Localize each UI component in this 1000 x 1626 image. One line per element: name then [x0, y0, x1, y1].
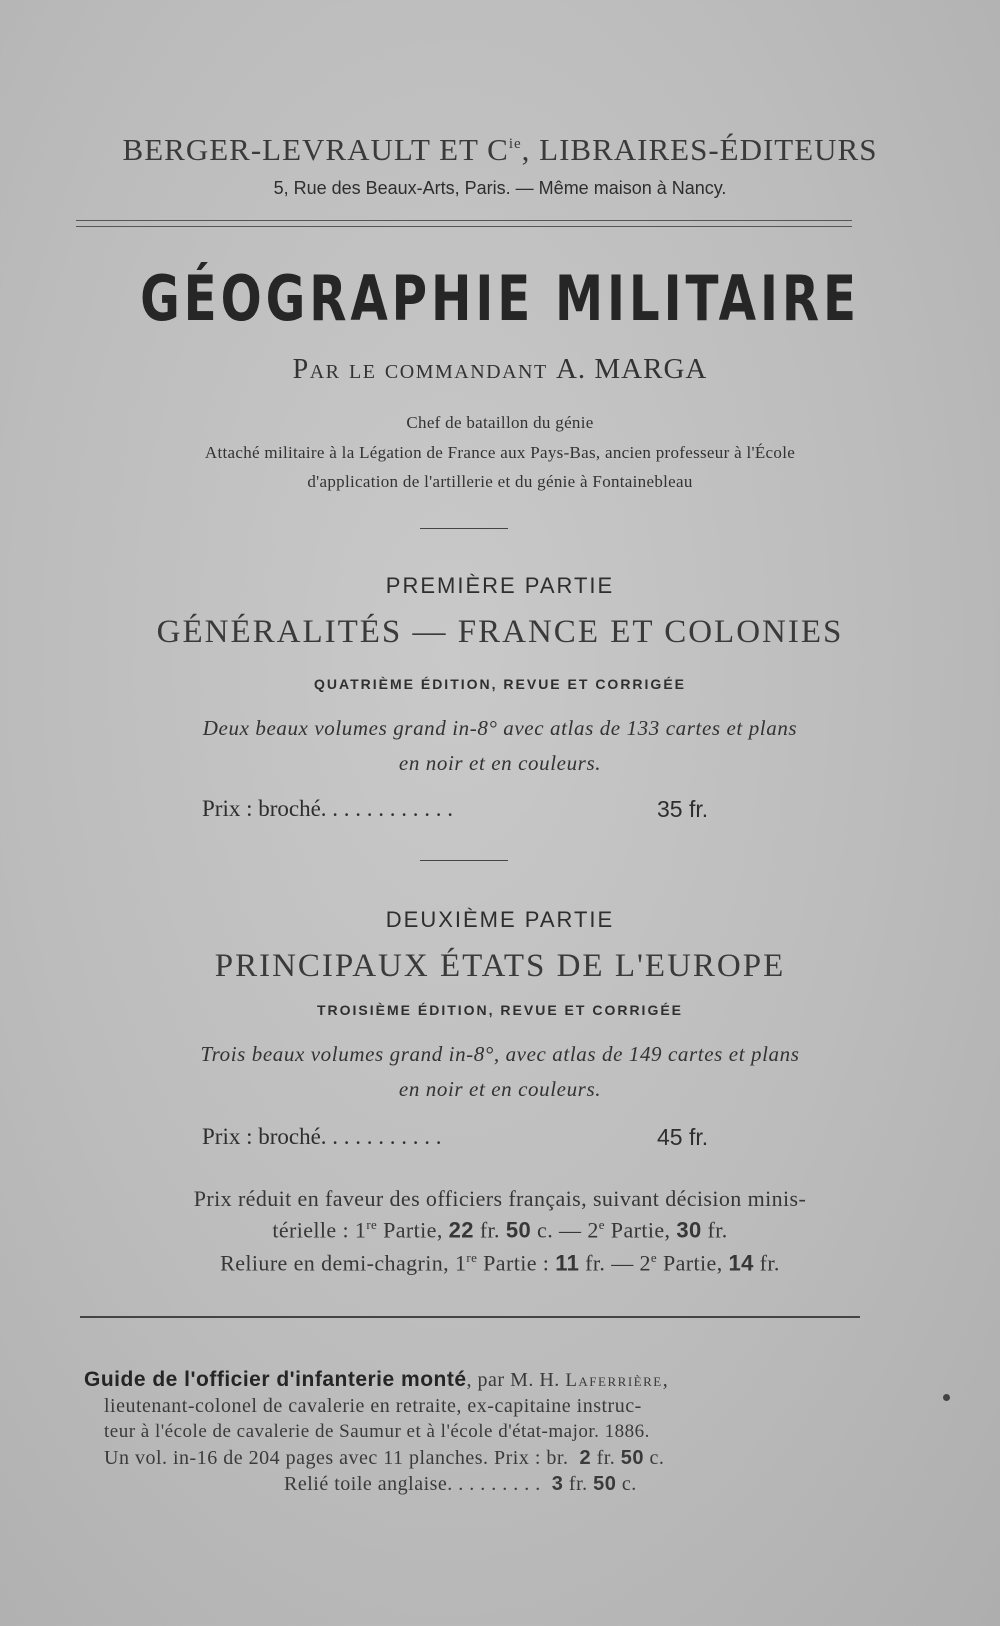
price-label: Prix : broché. . . . . . . . . . . [202, 1124, 442, 1149]
part2-heading: DEUXIÈME PARTIE [385, 907, 615, 932]
price-amount: 45 fr. [657, 1124, 709, 1150]
book-title: GÉOGRAPHIE MILITAIRE [140, 262, 860, 335]
author-name: A. MARGA [555, 353, 708, 385]
guide-title: Guide de l'officier d'infanterie monté [84, 1368, 467, 1391]
author-credential: d'application de l'artillerie et du génie à Fontainebleau [307, 472, 693, 491]
section-divider [420, 860, 508, 861]
author-credential: Attaché militaire à la Légation de France aux Pays-Bas, ancien professeur à l'École [204, 443, 796, 462]
price-label: Prix : broché. . . . . . . . . . . . [202, 796, 454, 821]
guide-price-line: Un vol. in-16 de 204 pages avec 11 planches. Prix : br. 2 fr. 50 c. [104, 1447, 665, 1469]
part2-description: Trois beaux volumes grand in-8°, avec atlas de 149 cartes et plans [200, 1042, 800, 1066]
publisher-address: 5, Rue des Beaux-Arts, Paris. — Même maison à Nancy. [273, 178, 727, 198]
part1-description: en noir et en couleurs. [398, 751, 602, 775]
reduced-price-line: térielle : 1re Partie, 22 fr. 50 c. — 2e Partie, 30 fr. [272, 1217, 728, 1243]
author-prefix: Par le commandant [292, 354, 548, 385]
reduced-price-line: Prix réduit en faveur des officiers français, suivant décision minis- [193, 1186, 807, 1211]
part1-edition: QUATRIÈME ÉDITION, REVUE ET CORRIGÉE [314, 676, 686, 692]
guide-description: lieutenant-colonel de cavalerie en retraite, ex-capitaine instruc- [104, 1395, 642, 1417]
section-divider [420, 528, 508, 529]
author-credential: Chef de bataillon du génie [406, 413, 594, 432]
guide-author: Laferrière [565, 1370, 663, 1391]
part2-description: en noir et en couleurs. [398, 1077, 602, 1101]
price-amount: 35 fr. [657, 796, 709, 822]
part1-heading: PREMIÈRE PARTIE [385, 573, 615, 598]
part2-subtitle: PRINCIPAUX ÉTATS DE L'EUROPE [214, 948, 786, 984]
part1-price [202, 796, 762, 826]
publisher-name: BERGER-LEVRAULT ET $C^{ie}$, LIBRAIRES-ÉDITEURS [122, 132, 878, 167]
author-line [0, 353, 1000, 386]
double-rule [76, 220, 852, 227]
part1-subtitle: GÉNÉRALITÉS — FRANCE ET COLONIES [156, 614, 844, 650]
ink-speck [943, 1394, 950, 1401]
long-rule [80, 1316, 860, 1318]
part2-edition: TROISIÈME ÉDITION, REVUE ET CORRIGÉE [316, 1002, 684, 1018]
part2-price [202, 1124, 762, 1154]
guide-description: teur à l'école de cavalerie de Saumur et à l'école d'état-major. 1886. [104, 1421, 650, 1442]
part1-description: Deux beaux volumes grand in-8° avec atlas de 133 cartes et plans [202, 716, 798, 740]
binding-price-line: Reliure en demi-chagrin, 1re Partie : 11 fr. — 2e Partie, 14 fr. [220, 1250, 780, 1276]
guide-binding-line: Relié toile anglaise. . . . . . . . . 3 fr. 50 c. [284, 1473, 637, 1495]
guide-title-line: Guide de l'officier d'infanterie monté, par M. H. Laferrière, [84, 1368, 669, 1391]
